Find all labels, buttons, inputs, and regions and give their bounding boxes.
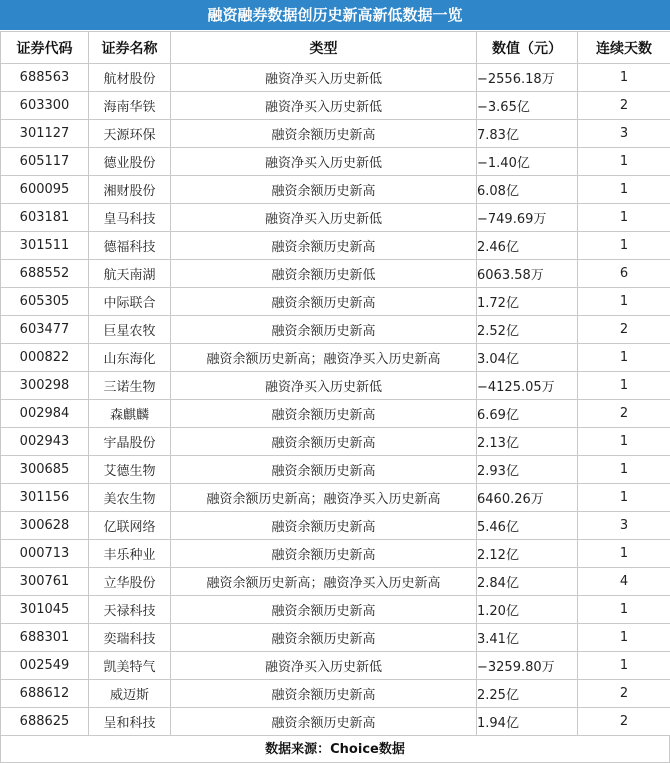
cell-value: −749.69万: [477, 204, 578, 232]
table-row: [1, 288, 670, 316]
cell-value: 2.12亿: [477, 540, 578, 568]
table-row: [1, 652, 670, 680]
cell-days: 2: [578, 680, 670, 708]
cell-value: 6.69亿: [477, 400, 578, 428]
cell-code: 688612: [1, 680, 89, 708]
table-row: [1, 148, 670, 176]
cell-name: 航天南湖: [89, 260, 171, 288]
cell-code: 301045: [1, 596, 89, 624]
cell-code: 605117: [1, 148, 89, 176]
header-type: 类型: [171, 32, 477, 64]
cell-code: 300628: [1, 512, 89, 540]
table-row: [1, 512, 670, 540]
cell-days: 4: [578, 568, 670, 596]
cell-code: 002943: [1, 428, 89, 456]
cell-code: 301127: [1, 120, 89, 148]
cell-type: 融资余额历史新高: [171, 456, 477, 484]
cell-days: 1: [578, 456, 670, 484]
cell-name: 德福科技: [89, 232, 171, 260]
cell-name: 德业股份: [89, 148, 171, 176]
table-row: [1, 484, 670, 512]
cell-days: 1: [578, 148, 670, 176]
cell-name: 威迈斯: [89, 680, 171, 708]
table-row: [1, 596, 670, 624]
cell-name: 三诺生物: [89, 372, 171, 400]
cell-days: 1: [578, 624, 670, 652]
cell-days: 3: [578, 120, 670, 148]
cell-type: 融资余额历史新高: [171, 708, 477, 736]
table-row: [1, 568, 670, 596]
table-row: [1, 456, 670, 484]
header-row: [1, 32, 670, 64]
cell-value: 5.46亿: [477, 512, 578, 540]
cell-code: 603477: [1, 316, 89, 344]
cell-name: 天禄科技: [89, 596, 171, 624]
cell-code: 603300: [1, 92, 89, 120]
cell-type: 融资余额历史新高: [171, 596, 477, 624]
cell-code: 605305: [1, 288, 89, 316]
cell-type: 融资净买入历史新低: [171, 92, 477, 120]
cell-code: 688625: [1, 708, 89, 736]
cell-type: 融资余额历史新高: [171, 316, 477, 344]
table-row: [1, 540, 670, 568]
cell-days: 1: [578, 372, 670, 400]
cell-code: 600095: [1, 176, 89, 204]
cell-code: 688552: [1, 260, 89, 288]
cell-name: 丰乐种业: [89, 540, 171, 568]
cell-value: 2.84亿: [477, 568, 578, 596]
table-row: [1, 428, 670, 456]
cell-days: 1: [578, 288, 670, 316]
cell-value: −4125.05万: [477, 372, 578, 400]
header-value: 数值（元）: [477, 32, 578, 64]
cell-value: 2.93亿: [477, 456, 578, 484]
cell-name: 森麒麟: [89, 400, 171, 428]
cell-type: 融资余额历史新高: [171, 512, 477, 540]
cell-name: 宇晶股份: [89, 428, 171, 456]
table-row: [1, 260, 670, 288]
cell-value: 1.20亿: [477, 596, 578, 624]
cell-days: 2: [578, 708, 670, 736]
cell-type: 融资余额历史新高: [171, 176, 477, 204]
cell-days: 2: [578, 400, 670, 428]
cell-days: 1: [578, 64, 670, 92]
cell-days: 1: [578, 204, 670, 232]
cell-days: 1: [578, 596, 670, 624]
cell-days: 1: [578, 652, 670, 680]
cell-type: 融资净买入历史新低: [171, 148, 477, 176]
source-note: 数据来源：Choice数据: [0, 736, 670, 763]
cell-type: 融资余额历史新高: [171, 624, 477, 652]
cell-name: 山东海化: [89, 344, 171, 372]
table-row: [1, 204, 670, 232]
cell-code: 688563: [1, 64, 89, 92]
cell-days: 1: [578, 484, 670, 512]
cell-name: 天源环保: [89, 120, 171, 148]
cell-type: 融资余额历史新高；融资净买入历史新高: [171, 484, 477, 512]
cell-value: 6063.58万: [477, 260, 578, 288]
cell-value: −1.40亿: [477, 148, 578, 176]
cell-value: 1.94亿: [477, 708, 578, 736]
cell-type: 融资净买入历史新低: [171, 652, 477, 680]
cell-code: 300761: [1, 568, 89, 596]
cell-code: 300298: [1, 372, 89, 400]
cell-code: 002984: [1, 400, 89, 428]
cell-code: 301511: [1, 232, 89, 260]
cell-value: 6460.26万: [477, 484, 578, 512]
cell-name: 呈和科技: [89, 708, 171, 736]
table-row: [1, 120, 670, 148]
cell-type: 融资余额历史新高；融资净买入历史新高: [171, 344, 477, 372]
cell-days: 1: [578, 344, 670, 372]
cell-name: 航材股份: [89, 64, 171, 92]
cell-type: 融资余额历史新高: [171, 428, 477, 456]
cell-name: 奕瑞科技: [89, 624, 171, 652]
cell-name: 凯美特气: [89, 652, 171, 680]
cell-type: 融资余额历史新高: [171, 120, 477, 148]
cell-value: 2.13亿: [477, 428, 578, 456]
cell-value: −3259.80万: [477, 652, 578, 680]
table-row: [1, 176, 670, 204]
cell-days: 2: [578, 316, 670, 344]
cell-days: 6: [578, 260, 670, 288]
table-row: [1, 624, 670, 652]
cell-days: 1: [578, 540, 670, 568]
cell-type: 融资余额历史新高: [171, 288, 477, 316]
cell-code: 000822: [1, 344, 89, 372]
margin-trading-table: [0, 31, 670, 736]
cell-value: 2.52亿: [477, 316, 578, 344]
cell-name: 巨星农牧: [89, 316, 171, 344]
table-body: [1, 64, 670, 736]
table-row: [1, 680, 670, 708]
cell-code: 002549: [1, 652, 89, 680]
cell-days: 3: [578, 512, 670, 540]
cell-type: 融资净买入历史新低: [171, 372, 477, 400]
cell-type: 融资余额历史新高: [171, 400, 477, 428]
cell-type: 融资余额历史新高: [171, 540, 477, 568]
cell-value: 2.25亿: [477, 680, 578, 708]
cell-type: 融资余额历史新高；融资净买入历史新高: [171, 568, 477, 596]
cell-value: 7.83亿: [477, 120, 578, 148]
cell-type: 融资净买入历史新低: [171, 64, 477, 92]
table-row: [1, 708, 670, 736]
cell-value: 1.72亿: [477, 288, 578, 316]
table-row: [1, 232, 670, 260]
cell-name: 皇马科技: [89, 204, 171, 232]
cell-name: 中际联合: [89, 288, 171, 316]
table-row: [1, 372, 670, 400]
table-row: [1, 344, 670, 372]
cell-name: 湘财股份: [89, 176, 171, 204]
cell-days: 1: [578, 232, 670, 260]
cell-value: 6.08亿: [477, 176, 578, 204]
cell-value: 2.46亿: [477, 232, 578, 260]
table-row: [1, 316, 670, 344]
table-row: [1, 400, 670, 428]
cell-name: 美农生物: [89, 484, 171, 512]
cell-code: 000713: [1, 540, 89, 568]
cell-type: 融资净买入历史新低: [171, 204, 477, 232]
cell-type: 融资余额历史新低: [171, 260, 477, 288]
header-code: 证券代码: [1, 32, 89, 64]
cell-days: 2: [578, 92, 670, 120]
table-title: 融资融券数据创历史新高新低数据一览: [0, 0, 670, 31]
cell-code: 603181: [1, 204, 89, 232]
cell-type: 融资余额历史新高: [171, 232, 477, 260]
cell-value: 3.41亿: [477, 624, 578, 652]
header-name: 证券名称: [89, 32, 171, 64]
cell-value: 3.04亿: [477, 344, 578, 372]
cell-type: 融资余额历史新高: [171, 680, 477, 708]
table-row: [1, 92, 670, 120]
cell-value: −3.65亿: [477, 92, 578, 120]
cell-days: 1: [578, 176, 670, 204]
cell-name: 立华股份: [89, 568, 171, 596]
cell-code: 300685: [1, 456, 89, 484]
table-row: [1, 64, 670, 92]
cell-value: −2556.18万: [477, 64, 578, 92]
cell-code: 301156: [1, 484, 89, 512]
cell-code: 688301: [1, 624, 89, 652]
cell-name: 艾德生物: [89, 456, 171, 484]
cell-name: 海南华铁: [89, 92, 171, 120]
cell-days: 1: [578, 428, 670, 456]
header-days: 连续天数: [578, 32, 670, 64]
cell-name: 亿联网络: [89, 512, 171, 540]
